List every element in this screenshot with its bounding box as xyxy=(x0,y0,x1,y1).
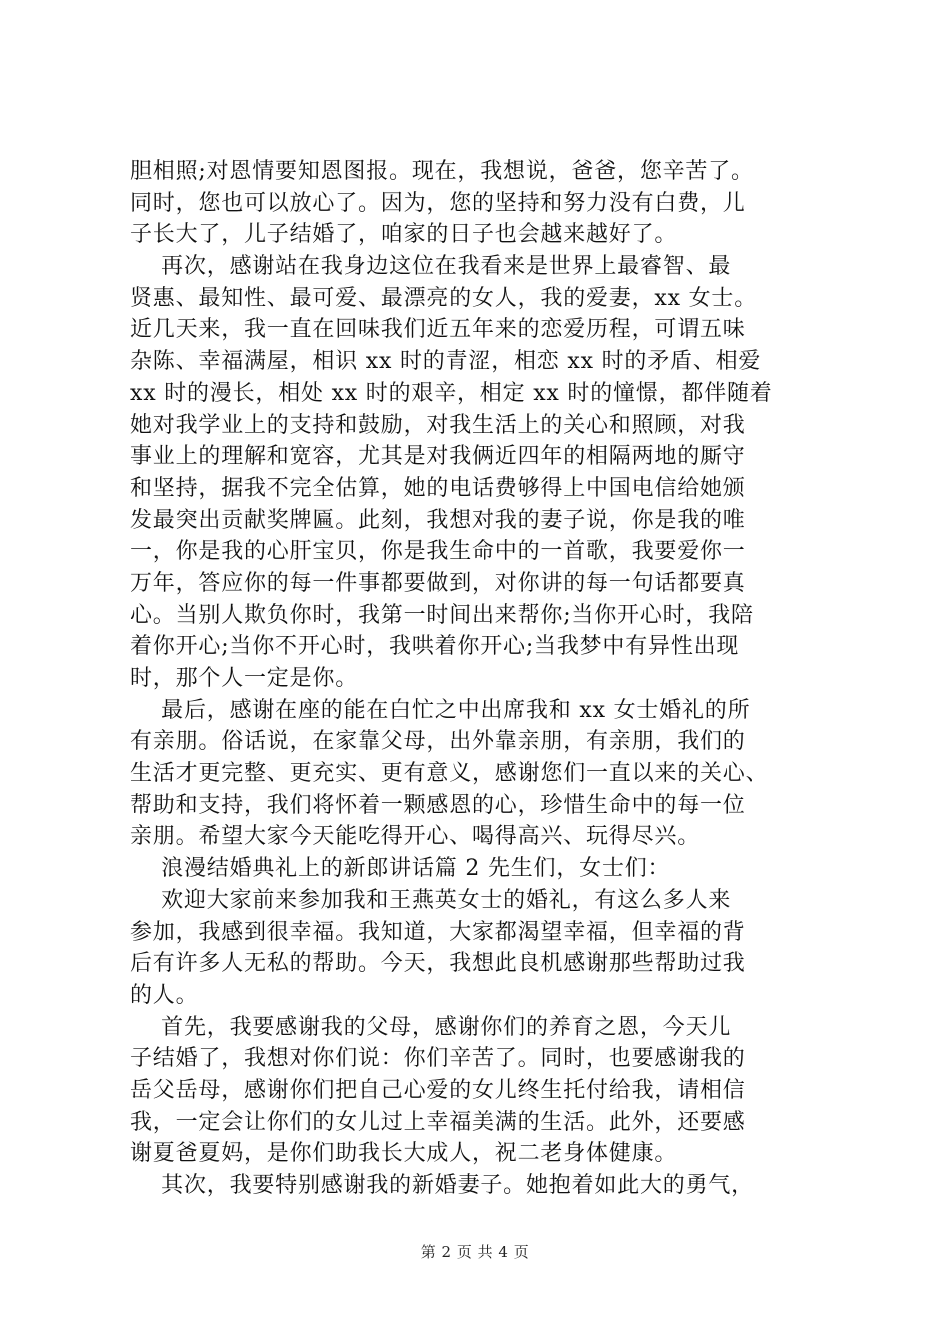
text-line: 近几天来，我一直在回味我们近五年来的恋爱历程，可谓五味 xyxy=(130,317,746,343)
text-line: 事业上的理解和宽容，尤其是对我俩近四年的相隔两地的厮守 xyxy=(130,444,746,470)
text-line: 的人。 xyxy=(130,982,199,1008)
text-line: 万年，答应你的每一件事都要做到，对你讲的每一句话都要真 xyxy=(130,570,746,596)
text-line: 最后，感谢在座的能在白忙之中出席我和 xx 女士婚礼的所 xyxy=(130,697,751,723)
text-line: 其次，我要特别感谢我的新婚妻子。她抱着如此大的勇气， xyxy=(130,1173,754,1198)
text-line: 她对我学业上的支持和鼓励，对我生活上的关心和照顾，对我 xyxy=(130,412,746,438)
text-line: 再次，感谢站在我身边这位在我看来是世界上最睿智、最 xyxy=(130,254,732,280)
text-line: 浪漫结婚典礼上的新郎讲话篇 2 先生们，女士们： xyxy=(130,856,671,882)
text-line: 谢夏爸夏妈，是你们助我长大成人，祝二老身体健康。 xyxy=(130,1141,678,1167)
text-line: 我，一定会让你们的女儿过上幸福美满的生活。此外，还要感 xyxy=(130,1109,746,1135)
text-line: 胆相照;对恩情要知恩图报。现在，我想说，爸爸，您辛苦了。 xyxy=(130,159,754,184)
text-line: 帮助和支持，我们将怀着一颗感恩的心，珍惜生命中的每一位 xyxy=(130,792,746,818)
text-line: xx 时的漫长，相处 xx 时的艰辛，相定 xx 时的憧憬，都伴随着 xyxy=(130,380,773,406)
page-number-footer: 第 2 页 共 4 页 xyxy=(420,1243,530,1261)
text-line: 子结婚了，我想对你们说：你们辛苦了。同时，也要感谢我的 xyxy=(130,1046,746,1072)
body-text xyxy=(130,156,840,1202)
text-line: 和坚持，据我不完全估算，她的电话费够得上中国电信给她颁 xyxy=(130,475,746,501)
text-line: 一，你是我的心肝宝贝，你是我生命中的一首歌，我要爱你一 xyxy=(130,539,746,565)
text-line: 时，那个人一定是你。 xyxy=(130,666,359,691)
text-line: 参加，我感到很幸福。我知道，大家都渴望幸福，但幸福的背 xyxy=(130,919,746,945)
text-line: 欢迎大家前来参加我和王燕英女士的婚礼，有这么多人来 xyxy=(130,887,732,913)
text-line: 同时，您也可以放心了。因为，您的坚持和努力没有白费，儿 xyxy=(130,190,746,216)
text-line: 后有许多人无私的帮助。今天，我想此良机感谢那些帮助过我 xyxy=(130,951,746,977)
text-line: 首先，我要感谢我的父母，感谢你们的养育之恩，今天儿 xyxy=(130,1014,732,1040)
text-line: 岳父岳母，感谢你们把自己心爱的女儿终生托付给我，请相信 xyxy=(130,1077,746,1103)
text-line: 子长大了，儿子结婚了，咱家的日子也会越来越好了。 xyxy=(130,222,678,248)
text-line: 发最突出贡献奖牌匾。此刻，我想对我的妻子说，你是我的唯 xyxy=(130,507,746,533)
text-line: 着你开心;当你不开心时，我哄着你开心;当我梦中有异性出现 xyxy=(130,634,740,660)
text-line: 生活才更完整、更充实、更有意义，感谢您们一直以来的关心、 xyxy=(130,761,769,787)
text-line: 亲朋。希望大家今天能吃得开心、喝得高兴、玩得尽兴。 xyxy=(130,824,701,850)
text-line: 贤惠、最知性、最可爱、最漂亮的女人，我的爱妻，xx 女士。 xyxy=(130,285,758,311)
text-line: 心。当别人欺负你时，我第一时间出来帮你;当你开心时，我陪 xyxy=(130,602,754,628)
text-line: 有亲朋。俗话说，在家靠父母，出外靠亲朋，有亲朋，我们的 xyxy=(130,729,746,755)
text-line: 杂陈、幸福满屋，相识 xx 时的青涩，相恋 xx 时的矛盾、相爱 xyxy=(130,349,762,375)
